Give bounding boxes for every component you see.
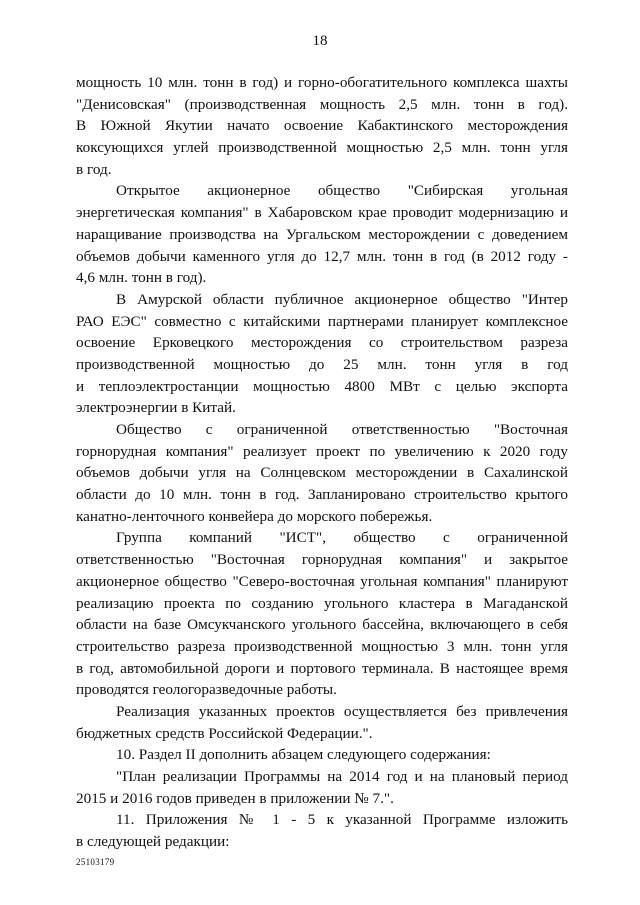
text-line: и теплоэлектростанции мощностью 4800 МВт с целью экспорта: [76, 377, 568, 395]
text-line: Реализация указанных проектов осуществляется без привлечения: [116, 702, 568, 720]
text-line: бюджетных средств Российской Федерации.".: [76, 724, 373, 742]
text-line: области до 10 млн. тонн в год. Запланировано строительство крытого: [76, 486, 568, 504]
text-line: в год.: [76, 160, 112, 178]
text-line: Общество с ограниченной ответственностью "Восточная: [116, 421, 568, 438]
text-line: объемов добычи каменного угля до 12,7 млн. тонн в год (в 2012 году -: [76, 247, 568, 265]
text-line: В Амурской области публичное акционерное общество "Интер: [116, 290, 568, 308]
text-line: горнорудная компания" реализует проект по увеличению к 2020 году: [76, 442, 568, 460]
text-line: электроэнергии в Китай.: [76, 399, 236, 417]
text-line: производственной мощностью до 25 млн. тонн угля в год: [76, 355, 568, 373]
document-code: 25103179: [76, 857, 115, 867]
text-line: Открытое акционерное общество "Сибирская угольная: [116, 182, 568, 200]
text-line: реализацию проекта по созданию угольного кластера в Магаданской: [76, 594, 568, 612]
text-line: 2015 и 2016 годов приведен в приложении № 7.".: [76, 789, 394, 807]
text-line: 11. Приложения № 1 - 5 к указанной Программе изложить: [116, 811, 568, 829]
text-line: РАО ЕЭС" совместно с китайскими партнерами планирует комплексное: [76, 312, 568, 330]
text-line: "План реализации Программы на 2014 год и на плановый период: [116, 768, 568, 785]
page-number: 18: [312, 33, 328, 49]
text-line: в год, автомобильной дороги и портового терминала. В настоящее время: [76, 659, 568, 677]
text-line: освоение Ерковецкого месторождения со строительством разреза: [76, 334, 568, 352]
text-line: В Южной Якутии начато освоение Кабактинского месторождения: [76, 117, 568, 135]
text-line: проводятся геологоразведочные работы.: [76, 681, 337, 699]
text-line: строительство разреза производственной мощностью 3 млн. тонн угля: [76, 637, 568, 655]
text-line: области на базе Омсукчанского угольного бассейна, включающего в себя: [76, 616, 568, 634]
text-line: объемов добычи угля на Солнцевском месторождении в Сахалинской: [76, 464, 568, 482]
text-line: "Денисовская" (производственная мощность 2,5 млн. тонн в год).: [76, 95, 568, 113]
text-line: Группа компаний "ИСТ", общество с ограниченной: [116, 529, 568, 547]
text-line: энергетическая компания" в Хабаровском крае проводит модернизацию и: [76, 204, 568, 222]
text-line: мощность 10 млн. тонн в год) и горно-обогатительного комплекса шахты: [76, 74, 568, 91]
document-body: [76, 72, 568, 853]
text-line: в следующей редакции:: [76, 833, 230, 851]
text-line: наращивание производства на Ургальском месторождении с доведением: [76, 225, 568, 243]
text-line: 4,6 млн. тонн в год).: [76, 269, 207, 287]
text-line: коксующихся углей производственной мощностью 2,5 млн. тонн угля: [76, 139, 568, 157]
text-line: ответственностью "Восточная горнорудная компания" и закрытое: [76, 551, 568, 569]
text-line: акционерное общество "Северо-восточная угольная компания" планируют: [76, 572, 568, 590]
text-line: канатно-ленточного конвейера до морского побережья.: [76, 507, 433, 525]
text-line: 10. Раздел II дополнить абзацем следующего содержания:: [116, 746, 491, 764]
